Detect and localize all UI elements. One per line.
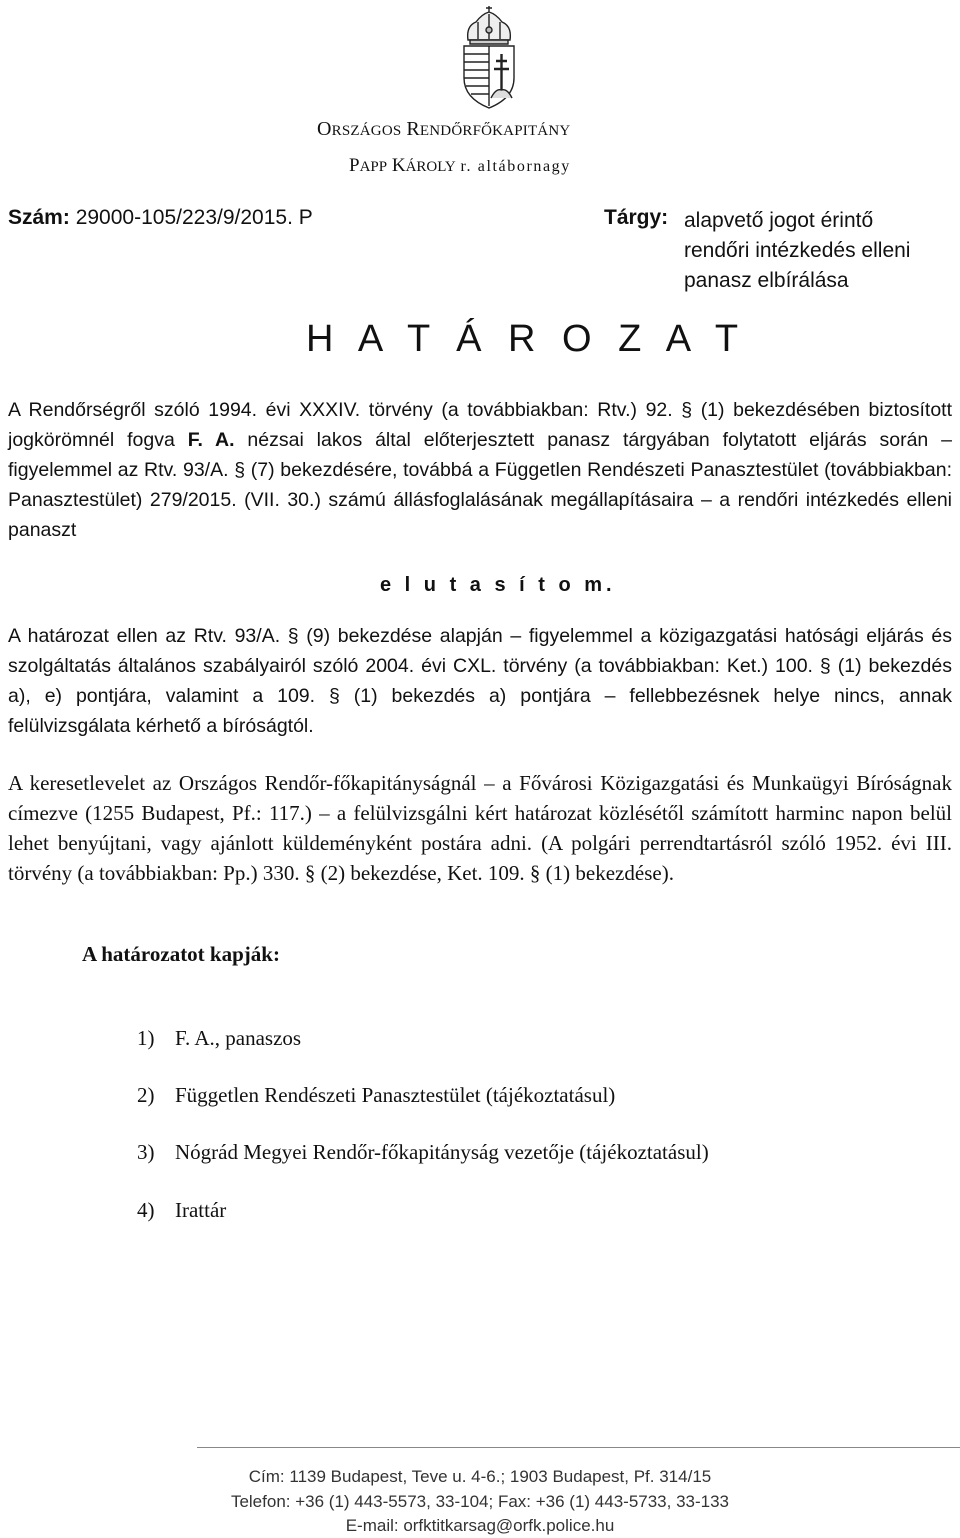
recipients-heading: A határozatot kapják: bbox=[82, 942, 280, 966]
list-item: 3) Nógrád Megyei Rendőr-főkapitányság vezetője (tájékoztatásul) bbox=[137, 1140, 709, 1164]
verdict: e l u t a s í t o m. bbox=[380, 574, 616, 596]
subject-label: Tárgy: bbox=[604, 206, 669, 229]
paragraph-appeal: A határozat ellen az Rtv. 93/A. § (9) bekezdése alapján – figyelemmel a közigazgatási hatósági eljárás és szolgáltatás általános szabályairól szóló 2004. évi CXL. törvény (a továbbiakban: Ket.) 100. § (1) bekezdés a), e) pontjára, valamint a 109. § (1) bekezdés a) pontjára – fellebbezésnek helye nincs, annak felülvizsgálata kérhető a bíróságtól. bbox=[8, 625, 952, 737]
list-item: 2) Független Rendészeti Panasztestület (tájékoztatásul) bbox=[137, 1083, 616, 1107]
subject: alapvető jogot érintő rendőri intézkedés elleni panasz elbírálása bbox=[684, 209, 911, 292]
footer-email: E-mail: orfktitkarsag@orfk.police.hu bbox=[345, 1516, 615, 1535]
issuer-person: PAPP KÁROLY r. altábornagy bbox=[349, 155, 571, 176]
footer-phone: Telefon: +36 (1) 443-5573, 33-104; Fax: +36 (1) 443-5733, 33-133 bbox=[230, 1492, 730, 1511]
issuer-name: ORSZÁGOS RENDŐRFŐKAPITÁNY bbox=[317, 118, 571, 140]
list-item: 4) Irattár bbox=[137, 1198, 227, 1222]
footer-address: Cím: 1139 Budapest, Teve u. 4-6.; 1903 Budapest, Pf. 314/15 bbox=[248, 1467, 712, 1486]
case-number: Szám: 29000-105/223/9/2015. P bbox=[8, 206, 313, 229]
paragraph-lawsuit: A keresetlevelet az Országos Rendőr-főkapitányságnál – a Fővárosi Közigazgatási és Munkaügyi Bíróságnak címezve (1255 Budapest, Pf.: 117.) – a felülvizsgálni kért határozat közlésétől számított harminc napon belül lehet benyújtani, vagy ajánlott küldeményként postára adni. (A polgári perrendtartásról szóló 1952. évi III. törvény (a továbbiakban: Pp.) 330. § (2) bekezdése, Ket. 109. § (1) bekezdése). bbox=[8, 771, 952, 885]
coat-of-arms-icon bbox=[458, 6, 520, 110]
document-title: H A T Á R O Z A T bbox=[306, 318, 747, 360]
list-item: 1) F. A., panaszos bbox=[137, 1026, 302, 1050]
paragraph-decision-basis: A Rendőrségről szóló 1994. évi XXXIV. törvény (a továbbiakban: Rtv.) 92. § (1) bekezdésében biztosított jogkörömnél fogva F. A. nézsai lakos által előterjesztett panasz tárgyában folytatott eljárás során – figyelemmel az Rtv. 93/A. § (7) bekezdésére, továbbá a Független Rendészeti Panasztestület (továbbiakban: Panasztestület) 279/2015. (VII. 30.) számú állásfoglalásának megállapításaira – a rendőri intézkedés elleni panaszt bbox=[8, 399, 952, 541]
footer-divider bbox=[197, 1447, 960, 1448]
